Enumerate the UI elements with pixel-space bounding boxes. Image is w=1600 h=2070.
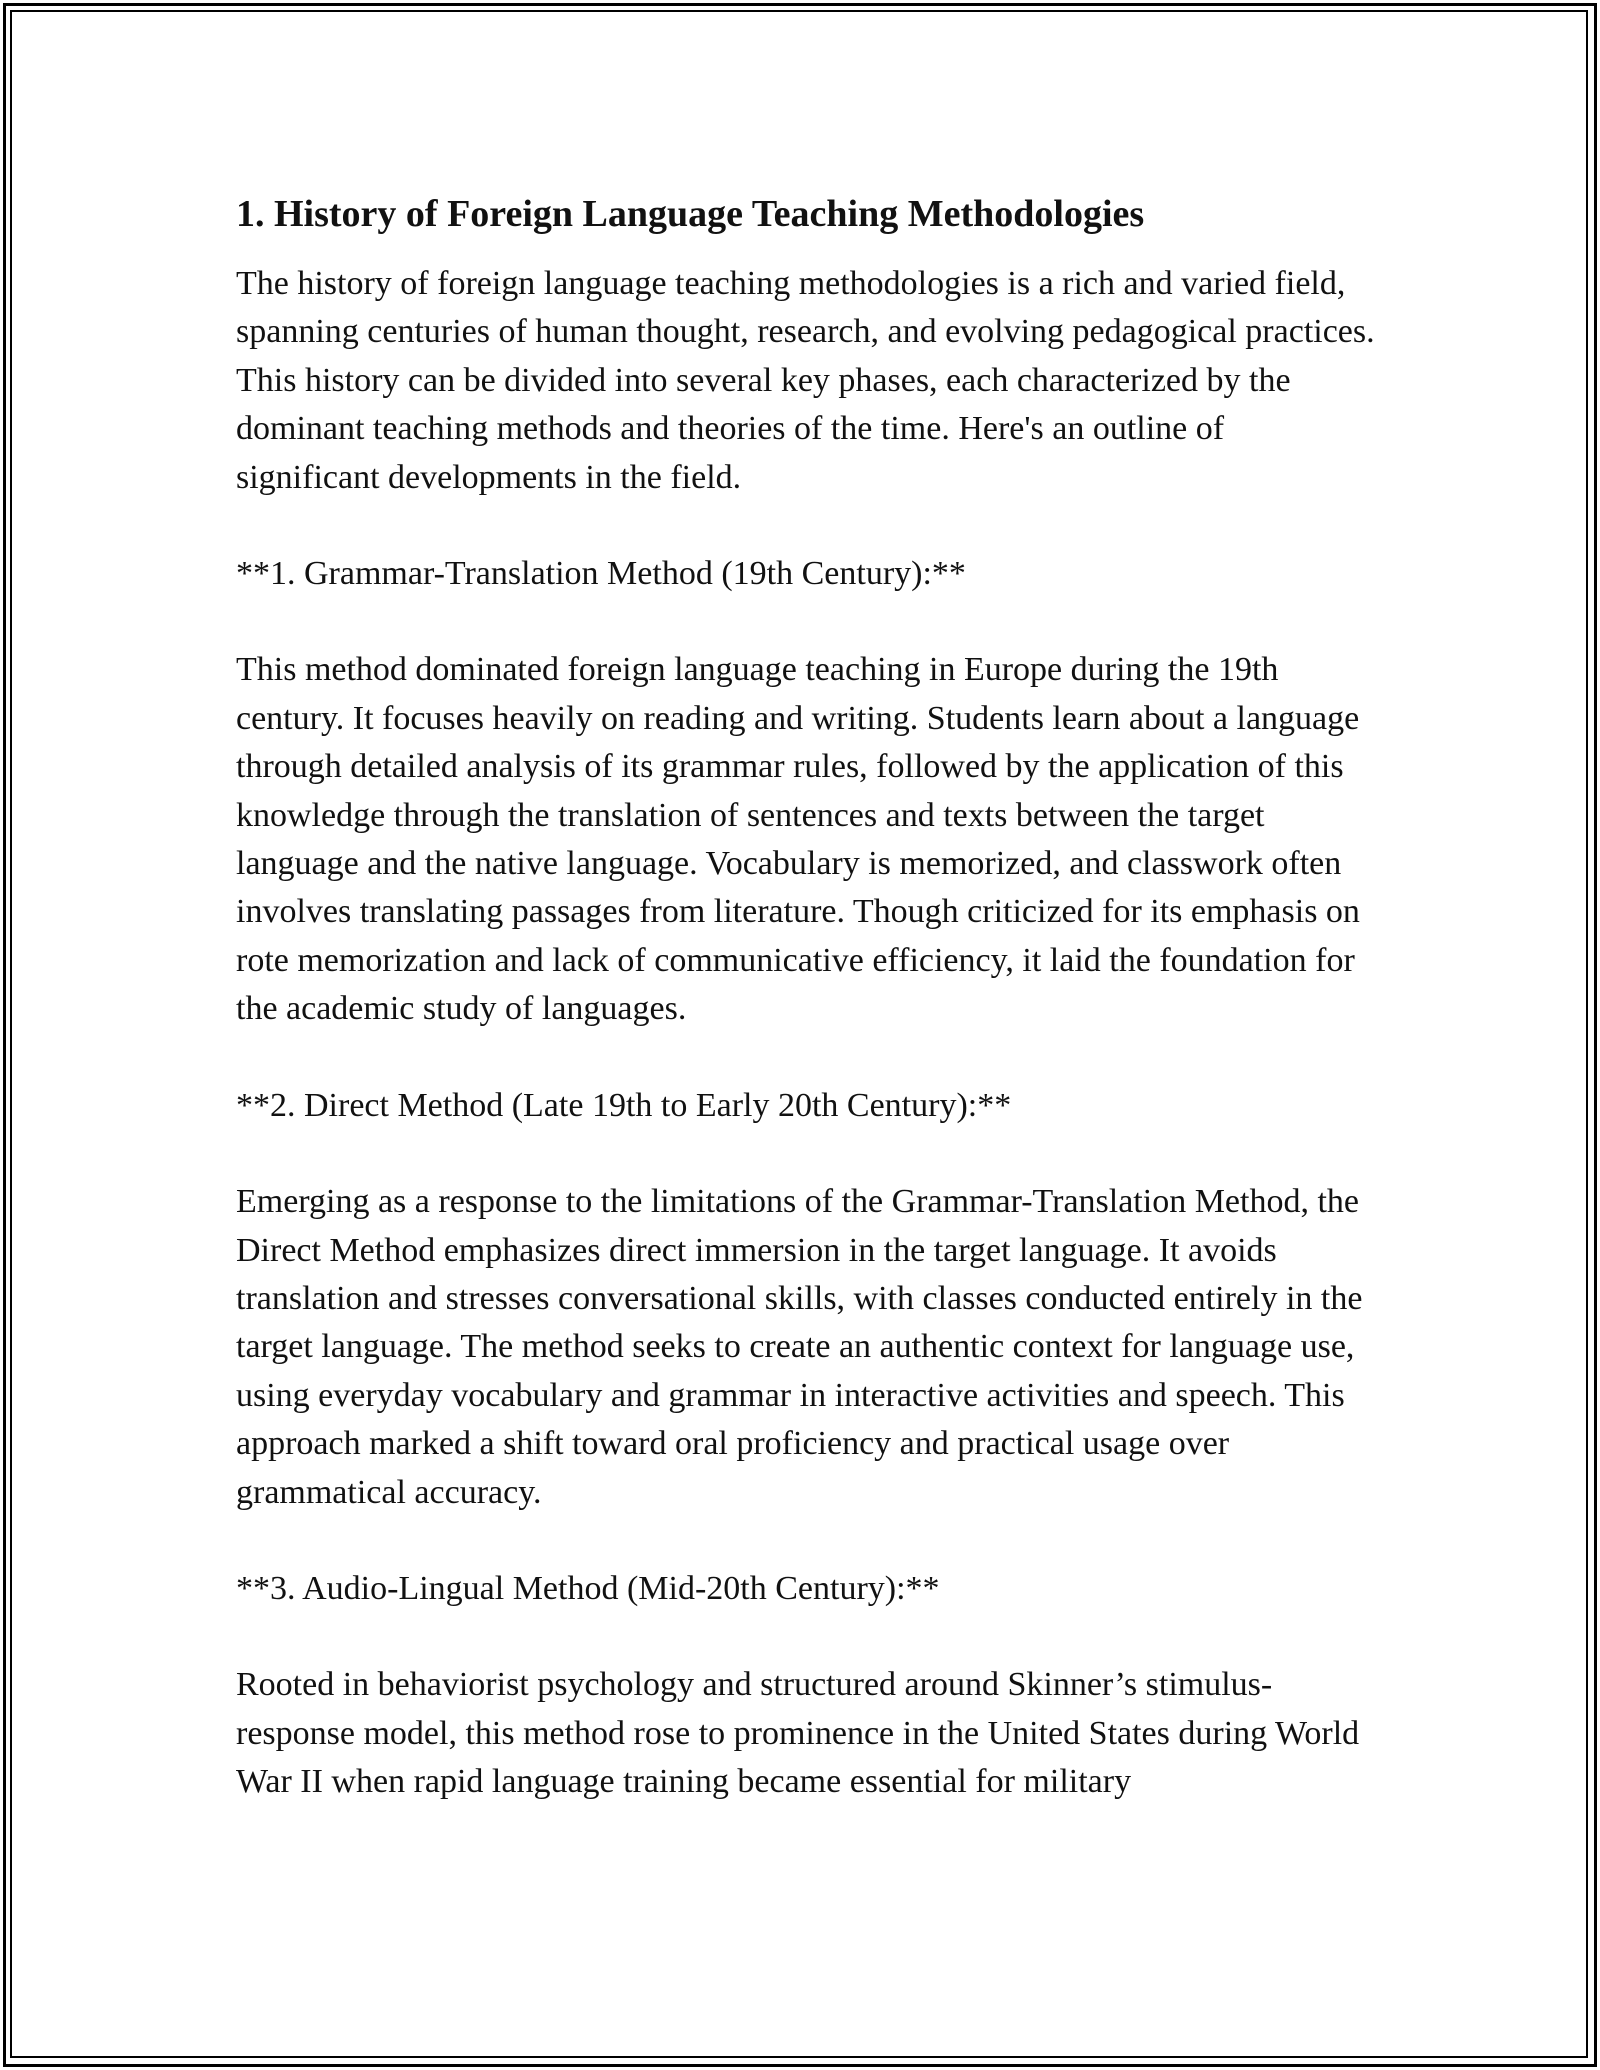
intro-paragraph: The history of foreign language teaching methodologies is a rich and varied field, spanning centuries of human thought, research, and evolving pedagogical practices. This history can be divided into several key phases, each characterized by the dominant teaching methods and theories of the time. Here's an outline of significant developments in the field. xyxy=(236,265,1375,496)
page-title: 1. History of Foreign Language Teaching Methodologies xyxy=(236,193,1145,235)
section-body-audio-lingual: Rooted in behaviorist psychology and structured around Skinner’s stimulus-response model, this method rose to prominence in the United States during World War II when rapid language training became essential for military xyxy=(236,1666,1360,1801)
document-body xyxy=(236,186,1376,1807)
section-heading-audio-lingual: **3. Audio-Lingual Method (Mid-20th Century):** xyxy=(236,1569,940,1607)
section-heading-grammar-translation: **1. Grammar-Translation Method (19th Century):** xyxy=(236,555,966,593)
section-body-direct-method: Emerging as a response to the limitations of the Grammar-Translation Method, the Direct Method emphasizes direct immersion in the target language. It avoids translation and stresses conversational skills, with classes conducted entirely in the target language. The method seeks to create an authentic context for language use, using everyday vocabulary and grammar in interactive activities and speech. This approach marked a shift toward oral proficiency and practical usage over grammatical accuracy. xyxy=(236,1183,1363,1511)
section-heading-direct-method: **2. Direct Method (Late 19th to Early 20th Century):** xyxy=(236,1086,1012,1124)
section-body-grammar-translation: This method dominated foreign language teaching in Europe during the 19th century. It focuses heavily on reading and writing. Students learn about a language through detailed analysis of its grammar rules, followed by the application of this knowledge through the translation of sentences and texts between the target language and the native language. Vocabulary is memorized, and classwork often involves translating passages from literature. Though criticized for its emphasis on rote memorization and lack of communicative efficiency, it laid the foundation for the academic study of languages. xyxy=(236,651,1360,1028)
